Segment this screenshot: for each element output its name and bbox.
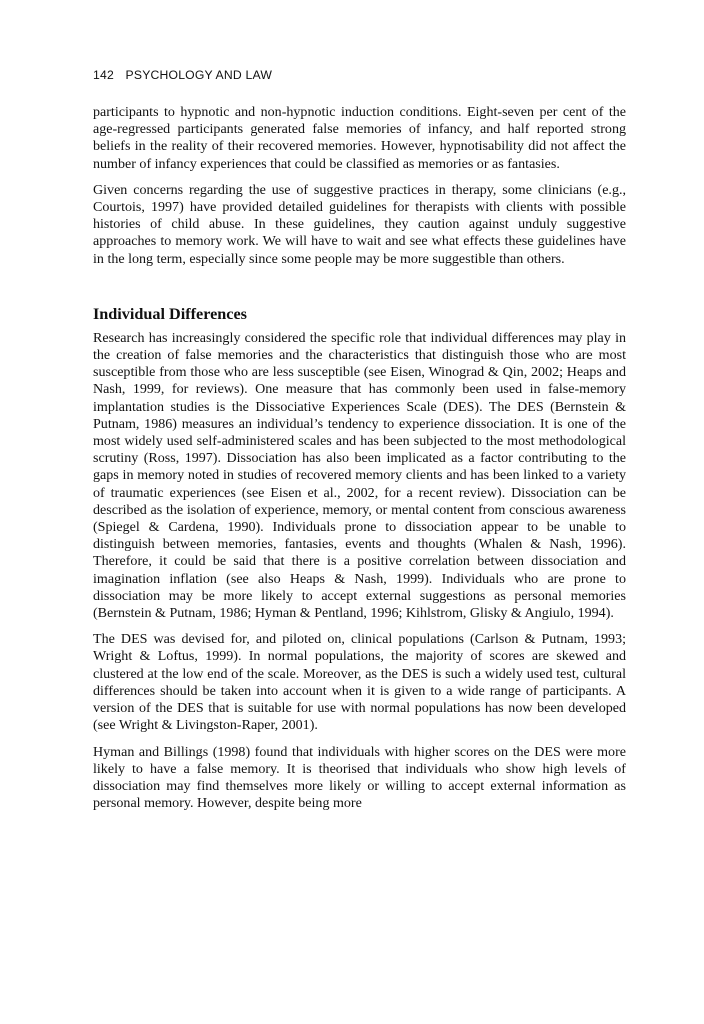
paragraph-hyman-billings: Hyman and Billings (1998) found that individuals with higher scores on the DES were more likely to have a false memory. It is theorised that individuals who show high levels of dissociation may find themselves more likely or willing to accept external information as personal memory. However, despite being more <box>93 743 626 812</box>
body-text <box>93 104 626 821</box>
paragraph-individual-differences: Research has increasingly considered the specific role that individual differences may play in the creation of false memories and the characteristics that distinguish those who are most susceptible from those who are less susceptible (see Eisen, Winograd & Qin, 2002; Heaps and Nash, 1999, for reviews). One measure that has commonly been used in false-memory implantation studies is the Dissociative Experiences Scale (DES). The DES (Bernstein & Putnam, 1986) measures an individual’s tendency to experience dissociation. It is one of the most widely used self-administered scales and has been subjected to the most methodological scrutiny (Ross, 1997). Dissociation has also been implicated as a factor contributing to the gaps in memory noted in studies of recovered memory clients and has been linked to a variety of traumatic experiences (see Eisen et al., 2002, for a recent review). Dissociation can be described as the isolation of experience, memory, or mental content from conscious awareness (Spiegel & Cardena, 1990). Individuals prone to dissociation appear to be unable to distinguish between memories, fantasies, events and thoughts (Whalen & Nash, 1996). Therefore, it could be said that there is a positive correlation between dissociation and imagination inflation (see also Heaps & Nash, 1999). Individuals who are prone to dissociation may be more likely to accept external suggestions as personal memories (Bernstein & Putnam, 1986; Hyman & Pentland, 1996; Kihlstrom, Glisky & Angiulo, 1994). <box>93 329 626 622</box>
running-head <box>93 68 272 82</box>
page-number: 142 <box>93 68 114 82</box>
paragraph-guidelines: Given concerns regarding the use of suggestive practices in therapy, some clinicians (e.g., Courtois, 1997) have provided detailed guidelines for therapists with clients with possible histories of child abuse. In these guidelines, they caution against unduly suggestive approaches to memory work. We will have to wait and see what effects these guidelines have in the long term, especially since some people may be more suggestible than others. <box>93 181 626 267</box>
paragraph-continued: participants to hypnotic and non-hypnotic induction conditions. Eight-seven per cent of the age-regressed participants generated false memories of infancy, and half reported strong beliefs in the reality of their recovered memories. However, hypnotisability did not affect the number of infancy experiences that could be classified as memories or as fantasies. <box>93 104 626 172</box>
running-head-title: PSYCHOLOGY AND LAW <box>125 68 273 82</box>
section-heading: Individual Differences <box>93 304 247 323</box>
paragraph-des-populations: The DES was devised for, and piloted on, clinical populations (Carlson & Putnam, 1993; Wright & Loftus, 1999). In normal populations, the majority of scores are skewed and clustered at the low end of the scale. Moreover, as the DES is such a widely used test, cultural differences should be taken into account when it is given to a wide range of participants. A version of the DES that is suitable for use with normal populations has now been developed (see Wright & Livingston-Raper, 2001). <box>93 631 626 734</box>
